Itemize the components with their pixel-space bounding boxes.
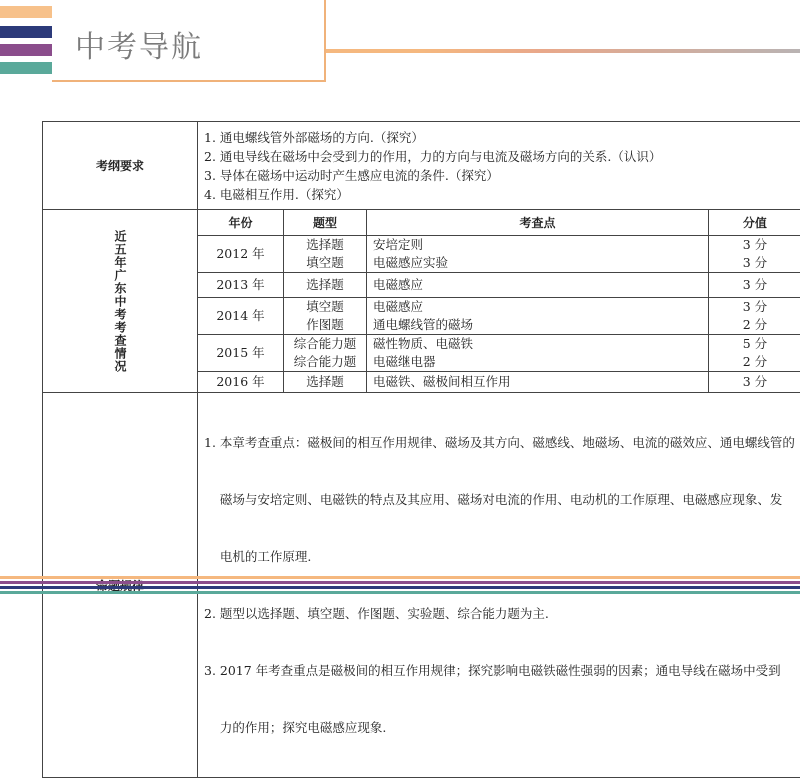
header-year: 年份 <box>198 210 284 236</box>
type-cell <box>284 372 367 393</box>
exam-guide-table <box>42 121 800 778</box>
requirement-item: 2. 通电导线在磁场中会受到力的作用，力的方向与电流及磁场方向的关系.（认识） <box>204 147 795 166</box>
type-value: 填空题 <box>290 298 360 316</box>
type-value: 作图题 <box>290 316 360 334</box>
score-value: 3 分 <box>715 276 795 294</box>
rule-line: 力的作用；探究电磁感应现象. <box>204 718 795 737</box>
history-content <box>198 210 800 393</box>
rule-line: 3. 2017 年考查重点是磁极间的相互作用规律；探究影响电磁铁磁性强弱的因素；通电导线在磁场中受到 <box>204 661 795 680</box>
requirements-content <box>198 122 800 210</box>
header-type: 题型 <box>284 210 367 236</box>
page-title: 中考导航 <box>75 22 203 66</box>
point-cell <box>367 372 709 393</box>
history-row-2012 <box>198 236 800 273</box>
history-row-2015 <box>198 335 800 372</box>
rule-line: 1. 本章考查重点：磁极间的相互作用规律、磁场及其方向、磁感线、地磁场、电流的磁效应、通电螺线管的 <box>204 433 795 452</box>
score-cell <box>708 236 800 273</box>
type-value: 填空题 <box>290 254 360 272</box>
type-value: 选择题 <box>290 236 360 254</box>
decor-stripe-4 <box>0 62 52 74</box>
point-value: 安培定则 <box>373 236 702 254</box>
requirements-label: 考纲要求 <box>43 122 198 210</box>
footer-band-4 <box>0 591 800 594</box>
type-value: 综合能力题 <box>290 353 360 371</box>
score-cell <box>708 273 800 298</box>
decor-stripe-2 <box>0 26 52 38</box>
point-value: 电磁感应实验 <box>373 254 702 272</box>
history-label-cell <box>43 210 198 393</box>
year-cell: 2014 年 <box>198 298 284 335</box>
score-value: 3 分 <box>715 254 795 272</box>
rule-line: 磁场与安培定则、电磁铁的特点及其应用、磁场对电流的作用、电动机的工作原理、电磁感应现象、发 <box>204 490 795 509</box>
decor-stripe-3 <box>0 44 52 56</box>
point-cell <box>367 298 709 335</box>
score-value: 2 分 <box>715 316 795 334</box>
type-cell <box>284 298 367 335</box>
rule-line: 电机的工作原理. <box>204 547 795 566</box>
header-score: 分值 <box>708 210 800 236</box>
score-cell <box>708 298 800 335</box>
requirement-item: 4. 电磁相互作用.（探究） <box>204 185 795 204</box>
year-cell: 2016 年 <box>198 372 284 393</box>
point-value: 通电螺线管的磁场 <box>373 316 702 334</box>
requirements-row <box>43 122 800 210</box>
rules-content <box>198 393 800 778</box>
type-value: 选择题 <box>290 373 360 391</box>
year-cell: 2015 年 <box>198 335 284 372</box>
header-divider-line <box>326 49 800 53</box>
footer-band-1 <box>0 576 800 579</box>
decor-stripe-1 <box>0 6 52 18</box>
rules-label <box>43 393 198 778</box>
history-row-2014 <box>198 298 800 335</box>
score-cell <box>708 335 800 372</box>
point-cell <box>367 273 709 298</box>
score-value: 3 分 <box>715 298 795 316</box>
score-cell <box>708 372 800 393</box>
history-header-row <box>198 210 800 236</box>
point-cell <box>367 236 709 273</box>
point-value: 电磁感应 <box>373 276 702 294</box>
rules-row <box>43 393 800 778</box>
point-value: 电磁继电器 <box>373 353 702 371</box>
history-label: 近五年广东中考考查情况 <box>113 230 127 373</box>
point-cell <box>367 335 709 372</box>
score-value: 2 分 <box>715 353 795 371</box>
year-cell: 2013 年 <box>198 273 284 298</box>
requirement-item: 3. 导体在磁场中运动时产生感应电流的条件.（探究） <box>204 166 795 185</box>
history-table <box>198 210 800 392</box>
point-value: 电磁感应 <box>373 298 702 316</box>
point-value: 磁性物质、电磁铁 <box>373 335 702 353</box>
header-point: 考查点 <box>367 210 709 236</box>
type-cell <box>284 335 367 372</box>
type-value: 综合能力题 <box>290 335 360 353</box>
rule-line: 2. 题型以选择题、填空题、作图题、实验题、综合能力题为主. <box>204 604 795 623</box>
score-value: 5 分 <box>715 335 795 353</box>
year-cell: 2012 年 <box>198 236 284 273</box>
score-value: 3 分 <box>715 373 795 391</box>
type-cell <box>284 273 367 298</box>
history-row-2016 <box>198 372 800 393</box>
footer-band-2 <box>0 581 800 584</box>
point-value: 电磁铁、磁极间相互作用 <box>373 373 702 391</box>
footer-band-3 <box>0 586 800 589</box>
requirement-item: 1. 通电螺线管外部磁场的方向.（探究） <box>204 128 795 147</box>
history-row-2013 <box>198 273 800 298</box>
type-cell <box>284 236 367 273</box>
score-value: 3 分 <box>715 236 795 254</box>
history-row <box>43 210 800 393</box>
type-value: 选择题 <box>290 276 360 294</box>
